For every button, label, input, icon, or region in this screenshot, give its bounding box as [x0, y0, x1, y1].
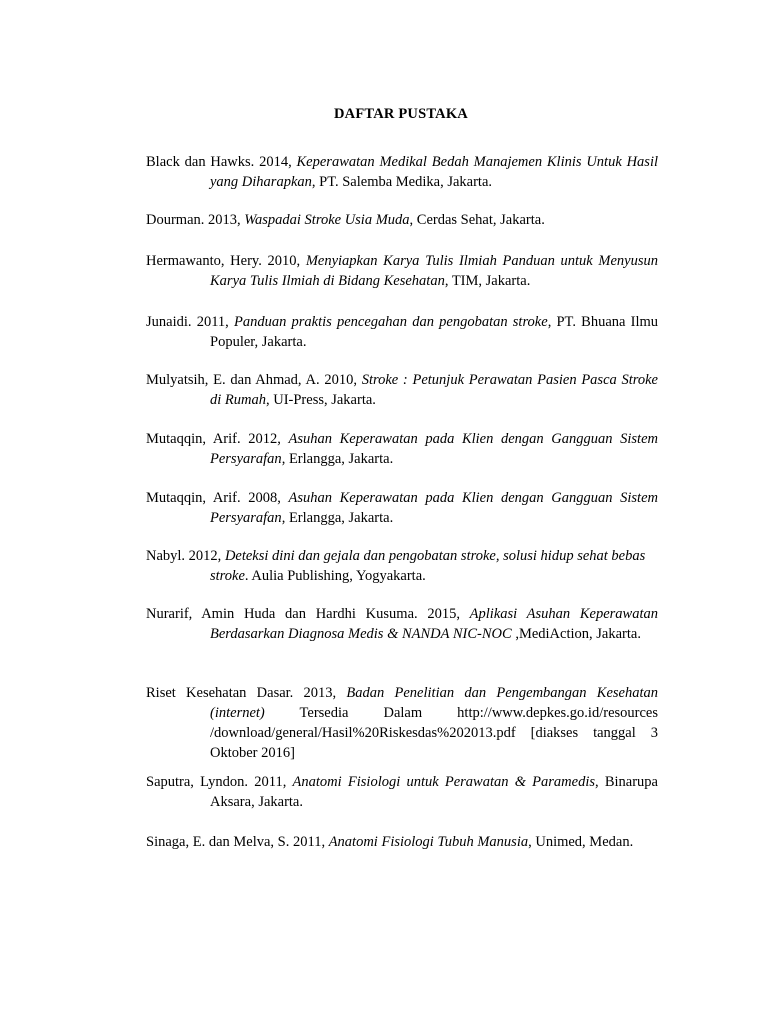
reference-entry: [146, 210, 658, 230]
reference-entry: [146, 312, 658, 352]
reference-title: Asuhan Keperawatan pada Klien dengan Gangguan Sistem Persyarafan: [210, 490, 658, 526]
reference-title: Asuhan Keperawatan pada Klien dengan Gangguan Sistem Persyarafan: [210, 431, 658, 467]
reference-entry: [146, 429, 658, 469]
reference-title: Anatomi Fisiologi untuk Perawatan & Paramedis: [292, 774, 596, 790]
reference-title: Panduan praktis pencegahan dan pengobatan stroke: [233, 314, 548, 330]
reference-publisher: ,MediAction, Jakarta.: [511, 626, 641, 642]
reference-publisher: , Cerdas Sehat, Jakarta.: [409, 212, 545, 228]
reference-author-year: Hermawanto, Hery. 2010,: [146, 253, 306, 269]
reference-entry: [146, 832, 658, 852]
reference-author-year: Mutaqqin, Arif. 2008,: [146, 490, 289, 506]
reference-entry: [146, 152, 658, 192]
reference-entry: [146, 488, 658, 528]
reference-title: Keperawatan Medikal Bedah Manajemen Klinis Untuk Hasil yang Diharapkan: [210, 154, 658, 190]
reference-publisher: , Unimed, Medan.: [528, 834, 634, 850]
reference-title: Deteksi dini dan gejala dan pengobatan stroke, solusi hidup sehat bebas stroke: [210, 548, 646, 584]
reference-title: Menyiapkan Karya Tulis Ilmiah Panduan untuk Menyusun Karya Tulis Ilmiah di Bidang Kesehatan: [210, 253, 658, 289]
reference-entry: [146, 370, 658, 410]
reference-author-year: Mulyatsih, E. dan Ahmad, A. 2010,: [146, 372, 362, 388]
reference-title: Badan Penelitian dan Pengembangan Kesehatan (internet): [210, 685, 658, 721]
reference-publisher: , Erlangga, Jakarta.: [281, 510, 394, 526]
reference-publisher: , TIM, Jakarta.: [444, 273, 531, 289]
reference-entry: [146, 604, 658, 644]
reference-entry: [146, 251, 658, 291]
reference-author-year: Sinaga, E. dan Melva, S. 2011,: [146, 834, 329, 850]
reference-title: Anatomi Fisiologi Tubuh Manusia: [328, 834, 529, 850]
reference-author-year: Nurarif, Amin Huda dan Hardhi Kusuma. 2015,: [146, 606, 470, 622]
reference-publisher: , PT. Bhuana Ilmu Populer, Jakarta.: [210, 314, 659, 350]
reference-publisher: , UI-Press, Jakarta.: [265, 392, 376, 408]
page-title: DAFTAR PUSTAKA: [334, 106, 468, 122]
reference-author-year: Nabyl. 2012,: [146, 548, 225, 564]
reference-publisher: , PT. Salemba Medika, Jakarta.: [311, 174, 493, 190]
reference-title: Aplikasi Asuhan Keperawatan Berdasarkan Diagnosa Medis & NANDA NIC-NOC: [210, 606, 658, 642]
reference-publisher: , Erlangga, Jakarta.: [281, 451, 394, 467]
reference-entry: [146, 772, 658, 812]
reference-author-year: Riset Kesehatan Dasar. 2013,: [146, 685, 347, 701]
reference-author-year: Mutaqqin, Arif. 2012,: [146, 431, 289, 447]
reference-entry: [146, 683, 658, 763]
reference-publisher: , Binarupa Aksara, Jakarta.: [210, 774, 658, 810]
reference-title: Waspadai Stroke Usia Muda: [244, 212, 410, 228]
reference-entry: [146, 546, 658, 586]
reference-publisher: Tersedia Dalam http://www.depkes.go.id/resources /download/general/Hasil%20Riskesdas%202013.pdf [diakses tanggal 3 Oktober 2016]: [210, 705, 658, 761]
reference-publisher: . Aulia Publishing, Yogyakarta.: [244, 568, 426, 584]
reference-title: Stroke : Petunjuk Perawatan Pasien Pasca Stroke di Rumah: [210, 372, 658, 408]
reference-author-year: Black dan Hawks. 2014,: [146, 154, 297, 170]
reference-author-year: Junaidi. 2011,: [146, 314, 234, 330]
reference-author-year: Saputra, Lyndon. 2011,: [146, 774, 293, 790]
reference-author-year: Dourman. 2013,: [146, 212, 245, 228]
